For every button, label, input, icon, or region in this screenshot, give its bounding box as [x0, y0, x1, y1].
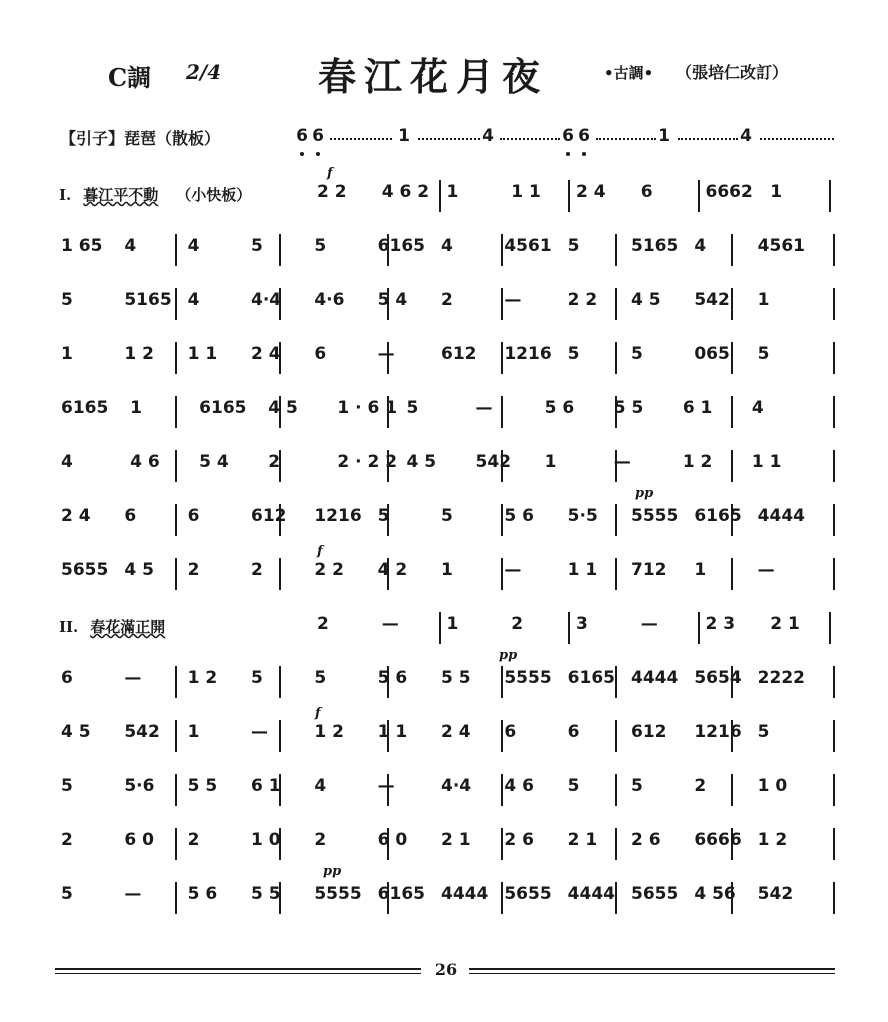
score-row [55, 280, 835, 332]
note-group: 5 [61, 290, 73, 310]
note-group: 5655 [504, 884, 552, 904]
note-group: 6 [124, 506, 137, 526]
note-group: 5 [757, 722, 770, 742]
note-group: — [613, 452, 631, 472]
bar-line [501, 558, 503, 590]
piece-title: 春江花月夜 [318, 54, 549, 99]
bar-line [501, 396, 503, 428]
note-group: 5 5 [613, 398, 644, 418]
note-group: 6 0 [377, 830, 408, 850]
score-header [0, 46, 888, 106]
note-group: 4 5 [406, 452, 437, 472]
note-group: 542 [124, 722, 160, 742]
note-group: 6165 [199, 398, 247, 418]
note-group: 4561 [757, 236, 805, 256]
note-group: 4 56 [694, 884, 736, 904]
bar-line [833, 774, 835, 806]
intro-note: 6 [578, 126, 590, 146]
note-group: 6 [314, 344, 327, 364]
note-group: — [475, 398, 493, 418]
note-group: — [124, 884, 142, 904]
bar-line [175, 450, 177, 482]
fermata-dots [760, 138, 834, 140]
note-group: 6165 [61, 398, 109, 418]
bar-line [615, 666, 617, 698]
note-group: 6165 [377, 236, 425, 256]
bar-line [175, 342, 177, 374]
note-group: 4 6 [504, 776, 534, 796]
section-number: II. [59, 618, 79, 636]
note-group: 1 [441, 560, 453, 580]
note-group: — [640, 614, 658, 634]
note-group: — [124, 668, 142, 688]
note-group: 1216 [694, 722, 742, 742]
note-group: 5654 [694, 668, 742, 688]
section-name: 暮江平不動 [83, 186, 159, 204]
bar-line [731, 774, 733, 806]
dynamic-marking: pp [499, 648, 518, 663]
bar-line [731, 342, 733, 374]
note-group: 2 [187, 560, 200, 580]
dynamic-marking: f [327, 166, 333, 181]
note-group: 5 5 [187, 776, 218, 796]
bar-line [501, 234, 503, 266]
note-group: 4 5 [268, 398, 298, 418]
note-group: 2 [317, 614, 329, 634]
note-group: 2 [694, 776, 707, 796]
bar-line [833, 450, 835, 482]
note-group: 5 [251, 668, 263, 688]
bar-line [615, 234, 617, 266]
note-group: — [381, 614, 399, 634]
low-octave-dot [316, 152, 320, 156]
note-group: — [757, 560, 775, 580]
note-group: 5 [406, 398, 419, 418]
note-group: 3 [576, 614, 588, 634]
note-group: 1 1 [187, 344, 218, 364]
note-group: 5 [251, 236, 263, 256]
dynamic-marking: pp [635, 486, 654, 501]
note-group: 6 [640, 182, 653, 202]
score-row [55, 226, 835, 278]
note-group: 4·6 [314, 290, 345, 310]
note-group: 4 5 [124, 560, 154, 580]
note-group: 2222 [757, 668, 805, 688]
note-group: 1 1 [511, 182, 541, 202]
note-group: 5 4 [199, 452, 229, 472]
note-group: 4 [694, 236, 707, 256]
note-group: 1 [757, 290, 770, 310]
note-group: 5 [61, 884, 73, 904]
bar-line [731, 558, 733, 590]
score-row [55, 486, 835, 548]
bar-line [175, 396, 177, 428]
note-group: 712 [631, 560, 667, 580]
note-group: 5 [631, 776, 643, 796]
note-group: 4 5 [631, 290, 661, 310]
bar-line [439, 180, 441, 212]
score-row [55, 706, 835, 764]
bar-line [833, 234, 835, 266]
intro-note: 6 [562, 126, 574, 146]
bar-line [279, 558, 281, 590]
note-group: 1 [61, 344, 73, 364]
bar-line [731, 288, 733, 320]
intro-note: 4 [482, 126, 494, 146]
note-group: 2 3 [705, 614, 736, 634]
low-octave-dot [300, 152, 304, 156]
section-number: I. [59, 186, 72, 204]
note-group: 5 [314, 668, 327, 688]
note-group: 4444 [567, 884, 615, 904]
note-group: 2 2 [314, 560, 344, 580]
note-group: 6 1 [682, 398, 713, 418]
bar-line [501, 342, 503, 374]
score-row [55, 604, 835, 656]
note-group: 4444 [441, 884, 489, 904]
bar-line [615, 720, 617, 752]
note-group: 6 [567, 722, 580, 742]
note-group: 1 1 [377, 722, 408, 742]
note-group: 1 [130, 398, 142, 418]
note-group: 2 [268, 452, 281, 472]
bar-line [615, 288, 617, 320]
footer-rule [469, 968, 835, 974]
note-group: 2 [187, 830, 200, 850]
note-group: 1 [187, 722, 200, 742]
bar-line [501, 288, 503, 320]
bar-line [175, 558, 177, 590]
note-group: 6 [61, 668, 73, 688]
score-row [55, 388, 835, 440]
note-group: 1 [446, 182, 459, 202]
bar-line [731, 396, 733, 428]
page-number: 26 [434, 960, 458, 979]
note-group: 4 6 2 [381, 182, 430, 202]
note-group: 542 [757, 884, 794, 904]
bar-line [615, 774, 617, 806]
note-group: 5 [567, 776, 580, 796]
bar-line [175, 774, 177, 806]
bar-line [833, 342, 835, 374]
note-group: 4 [124, 236, 137, 256]
page-footer [55, 960, 835, 990]
note-group: 2 1 [770, 614, 800, 634]
note-group: 5 [631, 344, 643, 364]
intro-note: 1 [398, 126, 410, 146]
note-group: 1216 [504, 344, 552, 364]
bar-line [829, 180, 831, 212]
note-group: 2 1 [441, 830, 471, 850]
note-group: 2 1 [567, 830, 598, 850]
note-group: 5·5 [567, 506, 598, 526]
note-group: 2 4 [61, 506, 91, 526]
bar-line [615, 342, 617, 374]
note-group: 2 [441, 290, 453, 310]
note-group: 4 [441, 236, 453, 256]
note-group: 5 [567, 236, 580, 256]
note-group: 5555 [631, 506, 679, 526]
bar-line [833, 504, 835, 536]
note-group: 5 [567, 344, 580, 364]
note-group: 1 [770, 182, 783, 202]
note-group: 2 [251, 560, 263, 580]
bar-line [501, 774, 503, 806]
bar-line [175, 828, 177, 860]
bar-line [175, 234, 177, 266]
note-group: 2 [314, 830, 327, 850]
bar-line [698, 612, 700, 644]
note-group: 5 6 [544, 398, 575, 418]
footer-rule [55, 968, 421, 974]
note-group: 5 [757, 344, 770, 364]
note-group: — [251, 722, 268, 742]
intro-label: 【引子】琵琶（散板） [60, 129, 221, 148]
note-group: 1 65 [61, 236, 103, 256]
note-group: 1216 [314, 506, 362, 526]
note-group: 2 2 [567, 290, 598, 310]
note-group: — [504, 290, 522, 310]
note-group: 4 [314, 776, 327, 796]
bar-line [175, 666, 177, 698]
note-group: 2 · 2 2 [337, 452, 398, 472]
note-group: — [504, 560, 522, 580]
bar-line [501, 666, 503, 698]
note-group: 612 [441, 344, 477, 364]
note-group: 4 5 [61, 722, 91, 742]
bar-line [829, 612, 831, 644]
bar-line [833, 288, 835, 320]
note-group: 6666 [694, 830, 742, 850]
note-group: 4·4 [251, 290, 282, 310]
tempo-marking: （小快板） [176, 186, 252, 204]
bar-line [615, 504, 617, 536]
intro-notes [296, 120, 836, 160]
note-group: 5 [377, 506, 390, 526]
note-group: 6 [504, 722, 517, 742]
note-group: 2 6 [504, 830, 534, 850]
note-group: 1 [544, 452, 557, 472]
note-group: 5 [314, 236, 327, 256]
note-group: 1 2 [187, 668, 218, 688]
note-group: 4 [61, 452, 73, 472]
bar-line [279, 720, 281, 752]
note-group: 1 2 [314, 722, 344, 742]
intro-line [60, 120, 840, 160]
note-group: 5165 [124, 290, 172, 310]
note-group: 6662 [705, 182, 753, 202]
note-group: 2 [61, 830, 73, 850]
bar-line [501, 720, 503, 752]
bar-line [175, 288, 177, 320]
note-group: 2 4 [576, 182, 606, 202]
note-group: 542 [694, 290, 730, 310]
bar-line [731, 234, 733, 266]
note-group: 4561 [504, 236, 552, 256]
bar-line [833, 558, 835, 590]
note-group: 2 2 [317, 182, 347, 202]
bar-line [279, 666, 281, 698]
bar-line [833, 828, 835, 860]
bar-line [175, 504, 177, 536]
note-group: 5·6 [124, 776, 155, 796]
bar-line [568, 612, 570, 644]
note-group: 542 [475, 452, 512, 472]
note-group: 6165 [694, 506, 742, 526]
intro-note: 6 [296, 126, 308, 146]
note-group: 5555 [314, 884, 362, 904]
note-group: 1 [446, 614, 459, 634]
score-row [55, 864, 835, 926]
score-row [55, 544, 835, 602]
note-group: 5165 [631, 236, 679, 256]
bar-line [501, 882, 503, 914]
note-group: 4444 [757, 506, 805, 526]
note-group: 1 2 [124, 344, 154, 364]
section-heading [59, 616, 183, 637]
section-name: 春花滿正開 [90, 618, 166, 636]
note-group: 5 4 [377, 290, 408, 310]
bar-line [615, 828, 617, 860]
bar-line [501, 504, 503, 536]
note-group: — [377, 344, 395, 364]
note-group: 5 6 [504, 506, 534, 526]
bar-line [731, 450, 733, 482]
note-group: 612 [631, 722, 667, 742]
note-group: 6 [187, 506, 200, 526]
note-group: 6 1 [251, 776, 281, 796]
note-group: 1 1 [751, 452, 782, 472]
note-group: 5 6 [187, 884, 218, 904]
note-group: 5 [61, 776, 73, 796]
note-group: 5 5 [251, 884, 281, 904]
bar-line [615, 882, 617, 914]
score-row [55, 766, 835, 818]
score-row [55, 648, 835, 710]
note-group: 4 [187, 236, 200, 256]
time-signature: 2/4 [186, 60, 222, 84]
note-group: 1 2 [757, 830, 788, 850]
note-group: 1 · 6 1 [337, 398, 398, 418]
bar-line [568, 180, 570, 212]
note-group: 2 4 [251, 344, 281, 364]
intro-note: 6 [312, 126, 324, 146]
note-group: 612 [251, 506, 287, 526]
bar-line [175, 720, 177, 752]
intro-note: 1 [658, 126, 670, 146]
fermata-dots [330, 138, 392, 140]
bar-line [833, 666, 835, 698]
note-group: 5 [441, 506, 453, 526]
genre-label: •古調• [604, 64, 654, 82]
bar-line [698, 180, 700, 212]
low-octave-dot [566, 152, 570, 156]
note-group: 4·4 [441, 776, 472, 796]
note-group: 065 [694, 344, 730, 364]
note-group: 4 2 [377, 560, 408, 580]
note-group: 6165 [567, 668, 615, 688]
note-group: 2 [511, 614, 524, 634]
section-heading [59, 184, 251, 205]
score-row [55, 442, 835, 494]
note-group: 5655 [631, 884, 679, 904]
bar-line [501, 828, 503, 860]
note-group: 2 6 [631, 830, 661, 850]
note-group: 5 6 [377, 668, 408, 688]
dynamic-marking: pp [323, 864, 342, 879]
note-group: 1 [694, 560, 707, 580]
bar-line [833, 882, 835, 914]
low-octave-dot [582, 152, 586, 156]
bar-line [175, 882, 177, 914]
note-group: 2 4 [441, 722, 471, 742]
note-group: 5 5 [441, 668, 471, 688]
dynamic-marking: f [317, 544, 323, 559]
intro-note: 4 [740, 126, 752, 146]
note-group: 1 2 [682, 452, 713, 472]
dynamic-marking: f [315, 706, 321, 721]
score-row [55, 820, 835, 872]
key-signature: C調 [108, 63, 152, 92]
note-group: 4 [751, 398, 764, 418]
note-group: 6 0 [124, 830, 154, 850]
bar-line [615, 558, 617, 590]
bar-line [833, 396, 835, 428]
note-group: 1 0 [251, 830, 281, 850]
note-group: 4444 [631, 668, 679, 688]
score-row [55, 334, 835, 386]
bar-line [833, 720, 835, 752]
note-group: 4 [187, 290, 200, 310]
note-group: 1 1 [567, 560, 598, 580]
score-row [55, 166, 835, 224]
bar-line [279, 234, 281, 266]
bar-line [439, 612, 441, 644]
note-group: 5655 [61, 560, 109, 580]
note-group: 4 6 [130, 452, 160, 472]
note-group: 6165 [377, 884, 425, 904]
note-group: 5555 [504, 668, 552, 688]
note-group: — [377, 776, 395, 796]
editor-credit: （張培仁改訂） [676, 63, 789, 82]
note-group: 1 0 [757, 776, 788, 796]
